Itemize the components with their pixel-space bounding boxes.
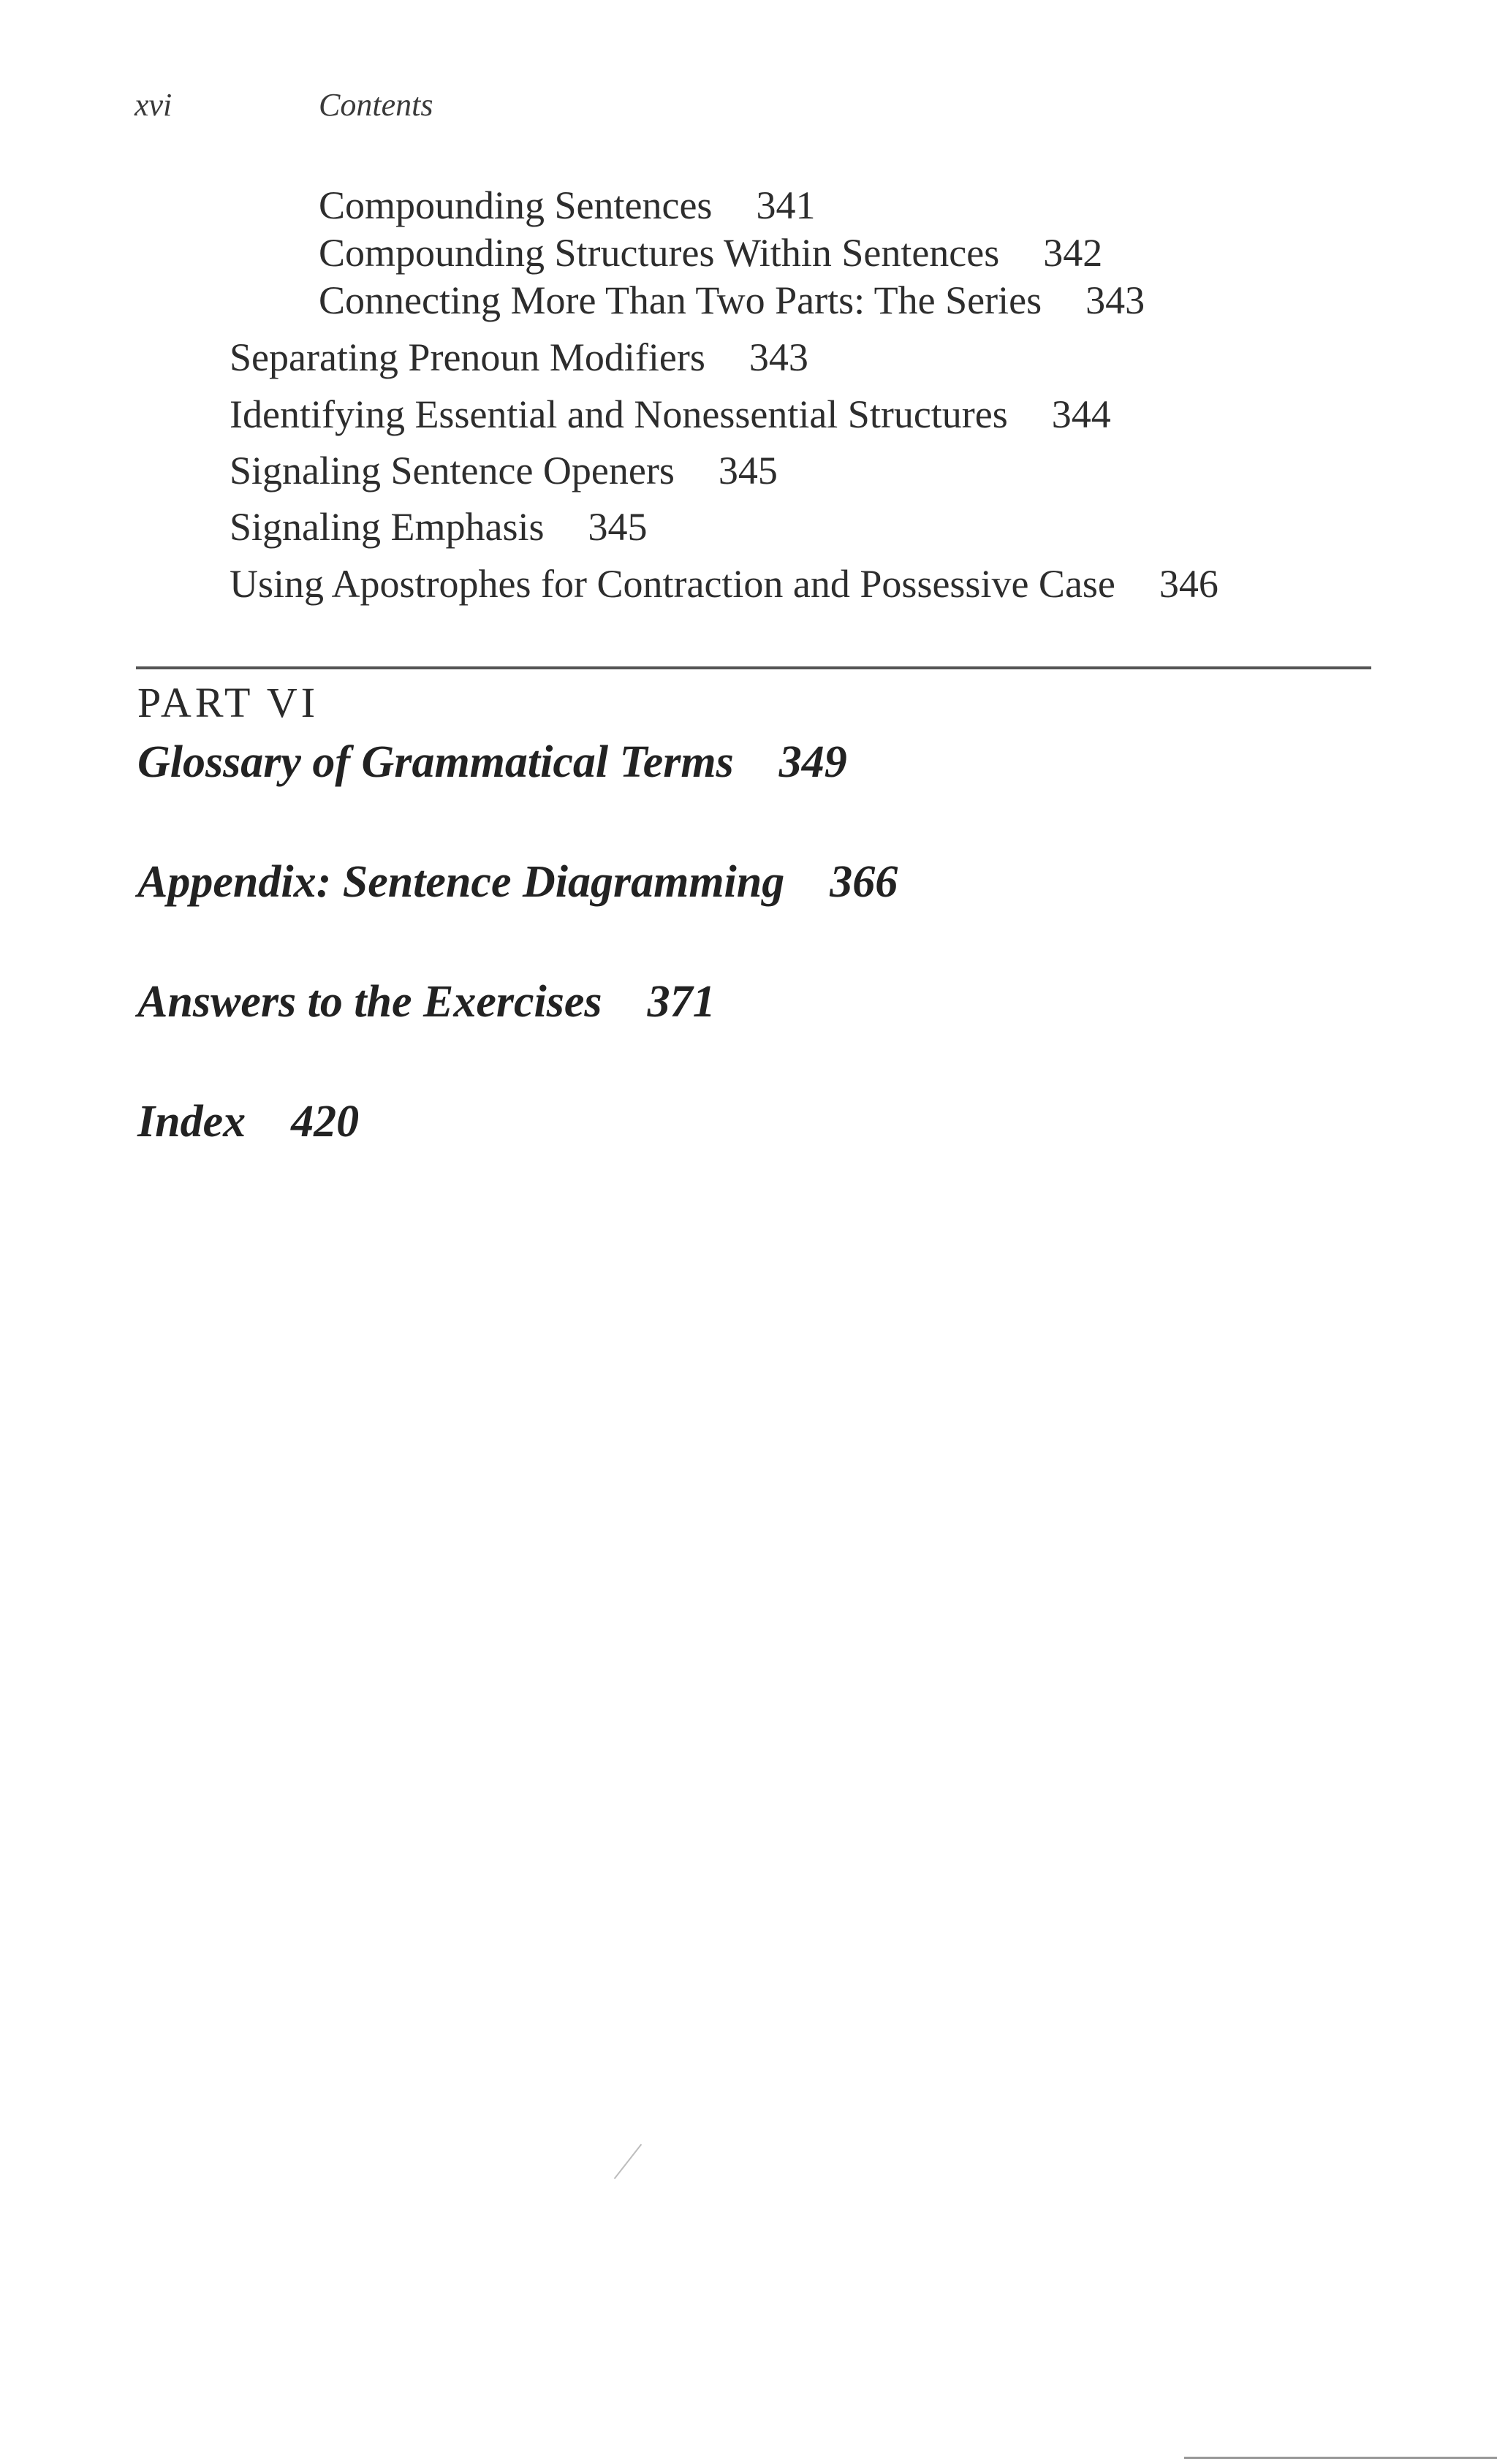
scan-mark [614, 2144, 643, 2180]
backmatter-page: 366 [830, 857, 898, 907]
toc-entry-page: 343 [748, 335, 808, 379]
toc-subentry-page: 343 [1085, 278, 1145, 322]
part-page: 349 [778, 737, 847, 787]
scan-edge-line [1184, 2457, 1497, 2459]
toc-subentry [319, 183, 815, 228]
toc-entry-page: 345 [588, 505, 648, 549]
toc-entry [230, 448, 778, 493]
toc-entry-title: Signaling Sentence Openers [230, 449, 675, 493]
toc-subentry-page: 341 [756, 183, 816, 227]
backmatter-page: 420 [291, 1097, 360, 1147]
backmatter-title: Appendix: Sentence Diagramming [137, 857, 785, 907]
part-label: PART VI [137, 679, 319, 726]
backmatter-page: 371 [647, 977, 716, 1027]
toc-entry [230, 561, 1219, 607]
part-title: Glossary of Grammatical Terms [137, 737, 734, 787]
backmatter-entry [137, 1096, 359, 1148]
toc-entry-title: Separating Prenoun Modifiers [230, 335, 705, 379]
toc-subentry-title: Compounding Sentences [319, 183, 713, 227]
toc-subentry [319, 230, 1102, 275]
toc-entry-page: 345 [718, 449, 778, 493]
part-title-entry [137, 737, 847, 788]
toc-entry [230, 504, 648, 550]
backmatter-title: Index [137, 1097, 246, 1147]
toc-subentry [319, 278, 1145, 323]
toc-subentry-page: 342 [1043, 231, 1103, 275]
running-head: Contents [319, 87, 433, 123]
toc-entry-title: Using Apostrophes for Contraction and Possessive Case [230, 562, 1115, 606]
backmatter-title: Answers to the Exercises [137, 977, 602, 1027]
toc-entry-page: 344 [1051, 392, 1111, 436]
backmatter-entry [137, 976, 716, 1028]
backmatter-entry [137, 856, 898, 908]
toc-entry-title: Identifying Essential and Nonessential Structures [230, 392, 1008, 436]
toc-subentry-title: Compounding Structures Within Sentences [319, 231, 1000, 275]
section-divider [136, 666, 1371, 669]
toc-entry [230, 392, 1111, 437]
toc-entry [230, 335, 808, 380]
toc-entry-title: Signaling Emphasis [230, 505, 545, 549]
toc-entry-page: 346 [1159, 562, 1219, 606]
page-number: xvi [134, 87, 173, 123]
toc-subentry-title: Connecting More Than Two Parts: The Series [319, 278, 1042, 322]
